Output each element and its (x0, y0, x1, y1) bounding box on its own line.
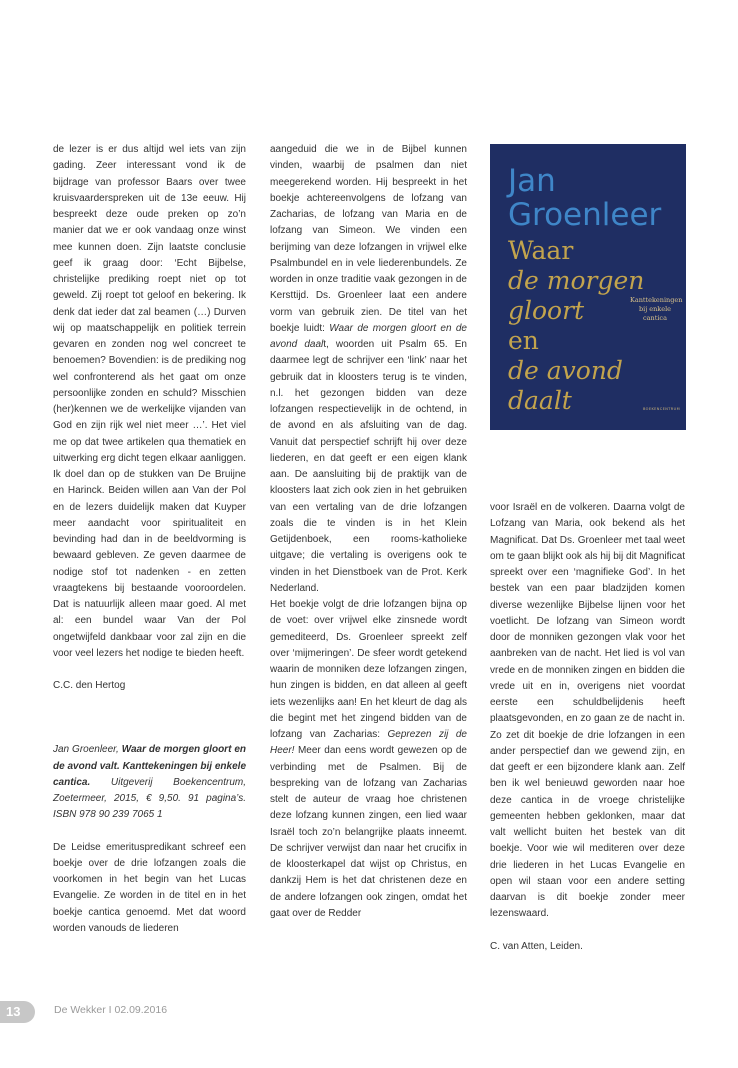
cover-subtitle: Kanttekeningen bij enkele cantica (630, 296, 683, 322)
book-title-quote: Waar de morgen gloort en de avond daal (270, 322, 467, 350)
text-run: Het boekje volgt de drie lofzangen bijna op de voet: over vrijwel elke zinsnede wordt gemediteerd, Ds. Groenleer spreekt zelf over ‘mijmeringen’. De sfeer wordt getekend waarin de monniken deze lofzangen zingen, hun zingen is bidden, en dat alleen al geeft iets wezenlijks aan! En het kleurt de dag als die begint met het zingend bidden van de lofzang van Zacharias: (270, 599, 467, 740)
article-column-3 (490, 500, 685, 955)
book-reference (53, 742, 246, 823)
review-paragraph (270, 597, 467, 922)
cover-title-line: Waar (508, 236, 574, 265)
reference-author: Jan Groenleer, (53, 744, 119, 756)
article-column-2 (270, 142, 467, 922)
book-cover-image (490, 144, 686, 430)
cover-title (508, 236, 645, 416)
review-paragraph: de lezer is er dus altijd wel iets van zijn gading. Zeer interessant vond ik de bijdrage van professor Baars over twee kruisvaarderspreken uit de 13e eeuw. Hij bespreekt deze oude preken op zo’n manier dat we er ook vandaag onze winst mee kunnen doen. Zijn laatste conclusie geef ik graag door: ‘Echt Bijbelse, christelijke prediking roept niet op tot geweld. Zij roept tot geloof en bekering. Ik denk dat ieder dat zal beamen (…) Durven wij op maatschappelijk en politiek terrein gevaren en zonden nog wel concreet te benoemen? Bovendien: is de prediking nog wel confronterend als het gaat om onze persoonlijke zonden en schuld? Misschien (her)kennen we de werkelijke vijanden van God en zijn rijk wel niet meer …’. Het viel me op dat twee artikelen qua thematiek en uitwerking erg dicht tegen elkaar aanliggen. Ik doel dan op de stukken van De Bruijne en Harinck. Beiden willen aan Van der Pol en de lezers duidelijk maken dat Kuyper meer aandacht voor spiritualiteit en bevinding had dan in de beeldvorming is bewaard gebleven. Ze geven daarmee de nodige stof tot nadenken - en zetten vraagtekens bij bestaande vooroordelen. Dat is natuurlijk alleen maar goed. Al met al: een bundel waar Van der Pol ongetwijfeld dankbaar voor zal zijn en die voor veel lezers het nodige te bieden heeft. (53, 144, 246, 659)
quote: Geprezen zij de Heer! (270, 729, 467, 757)
cover-title-line: gloort (508, 296, 585, 325)
cover-title-word: en (508, 326, 539, 355)
page-number-tab: 13 (0, 1001, 35, 1023)
cover-publisher-logo: BOEKENCENTRUM (642, 407, 680, 411)
text-run: Meer dan eens wordt gewezen op de verbinding met de Psalmen. Bij de bespreking van de lofzang van Zacharias stelt de auteur de vraag hoe christenen deze lofzang kunnen zingen, een lied waar Israël toch zo’n belangrijke plaats inneemt. De schrijver verwijst dan naar het crucifix in de kloosterkapel dat wijst op Christus, en dankzij Hem is het dat christenen deze en de andere lofzangen ook zingen, omdat het gaat over de Redder (270, 745, 467, 919)
review-paragraph: voor Israël en de volkeren. Daarna volgt de Lofzang van Maria, ook bekend als het Magnificat. Dat Ds. Groenleer met taal weet om te gaan blijkt ook als hij bij dit Magnificat spreekt over een ‘magnifieke God’. In het bestek van een paar bladzijden komen diverse wezenlijke Bijbelse lijnen voor het voetlicht. De lofzang van Simeon wordt door de monniken gezongen vlak voor het aanbreken van de nacht. Het lied is vol van vrede en de monniken zingen en bidden die vrede uit en in, overigens niet voordat eerste een schuldbelijdenis heeft plaatsgevonden, en zo gaan ze de nacht in. Zo zet dit boekje de drie lofzangen in een ander perspectief dan we gewend zijn, en dat geeft er een bijzondere klank aan. Zelf ben ik wel benieuwd geworden naar hoe deze cantica in de vroege christelijke gemeenten hebben geklonken, maar dat valt wellicht buiten het bestek van dit boekje. Voor wie wil mediteren over deze drie liederen in het Lucas Evangelie en open wil staan voor een andere setting daarvan is dit boekje zonder meer lezenswaard. (490, 502, 685, 920)
cover-title-line: de morgen (508, 266, 645, 295)
text-run: aangeduid die we in de Bijbel kunnen vinden, waarbij de psalmen dan niet meegerekend worden. Hij bespreekt in het boekje achtereenvolgens de lofzang van Zacharias, de lofzang van Maria en de lofzang van Simeon. We vinden een berijming van deze lofzangen in vrijwel elke Psalmbundel en in vele liederenbundels. Ze worden in onze traditie vaak gezongen in de Kersttijd. Ds. Groenleer laat een andere vorm van gebruik zien. De titel van het boekje luidt: (270, 144, 467, 334)
cover-title-line (508, 326, 628, 386)
text-run: t, woorden uit Psalm 65. En daarmee legt de schrijver een ‘link’ naar het gebruik dat in kloosters terug is te vinden, n.l. het gezongen bidden van deze lofzangen respectievelijk in de ochtend, in de avond en als afsluiting van de dag. Vanuit dat perspectief schrijft hij over deze liederen, en dat geeft er een eigen klank aan. De aansluiting bij de praktijk van de kloosters laat zich ook zien in het gebruiken van een vertaling van de drie lofzangen zoals die te vinden is in het Klein Getijdenboek, een rooms-katholieke uitgave; die vertaling is overigens ook te vinden in het Dienstboek van de Prot. Kerk Nederland. (270, 339, 467, 594)
review-signature: C.C. den Hertog (53, 680, 126, 691)
cover-author-last: Groenleer (508, 197, 662, 233)
review-paragraph (270, 142, 467, 597)
reference-details: Uitgeverij Boekencentrum, Zoetermeer, 2015, € 9,50. 91 pagina’s. ISBN 978 90 239 7065 1 (53, 776, 246, 821)
reference-title: Waar de morgen gloort en de avond valt. Kanttekeningen bij enkele cantica. (53, 744, 246, 788)
cover-author (508, 164, 678, 232)
cover-title-word: de avond (508, 356, 623, 385)
review-paragraph: De Leidse emerituspredikant schreef een boekje over de drie lofzangen zoals die voorkomen in het begin van het Lucas Evangelie. Ze worden in de titel en in het boekje cantica genoemd. Met dat woord worden vanouds de liederen (53, 841, 246, 934)
review-signature: C. van Atten, Leiden. (490, 940, 583, 952)
cover-title-line: daalt (508, 386, 572, 415)
article-column-1 (53, 142, 246, 937)
cover-author-first: Jan (508, 163, 556, 199)
footer-publication: De Wekker I 02.09.2016 (54, 1004, 168, 1016)
